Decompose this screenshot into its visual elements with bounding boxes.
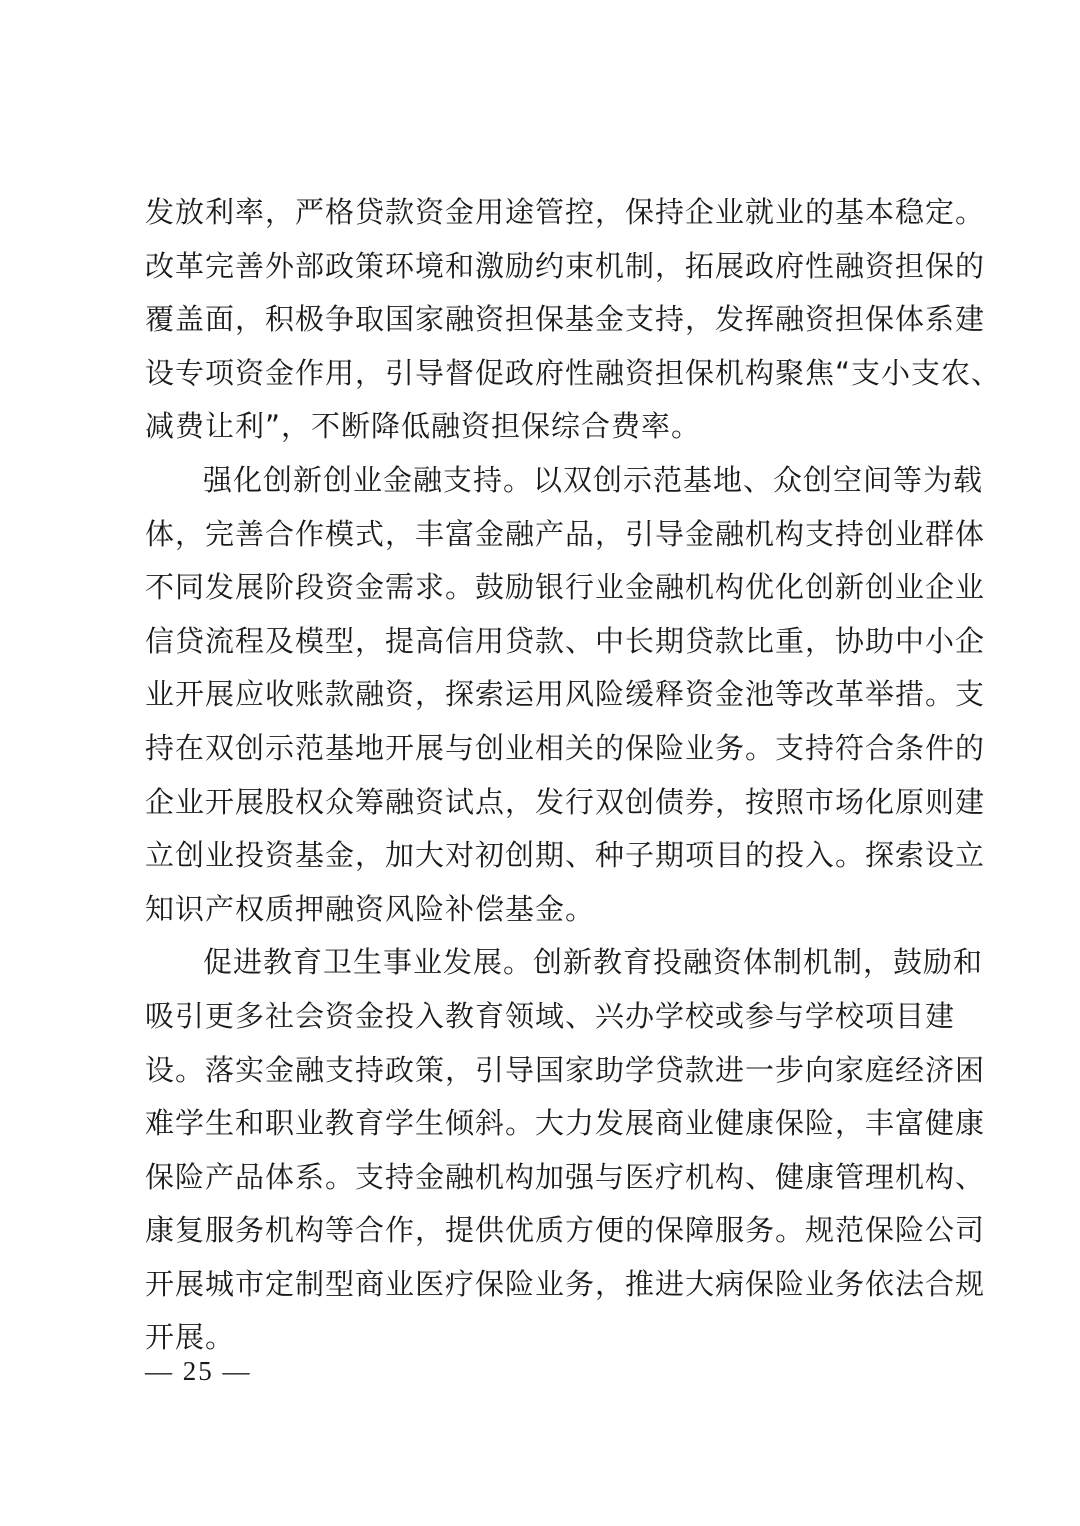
body-text (145, 186, 1002, 1365)
text-line: 开展城市定制型商业医疗保险业务，推进大病保险业务依法合规 (145, 1266, 986, 1301)
paragraph-start-line: 强化创新创业金融支持。以双创示范基地、众创空间等为载 (203, 462, 984, 497)
page-number: — 25 — (145, 1356, 252, 1386)
paragraph-start-line: 促进教育卫生事业发展。创新教育投融资体制机制，鼓励和 (203, 945, 984, 980)
text-line: 体，完善合作模式，丰富金融产品，引导金融机构支持创业群体 (145, 516, 986, 551)
text-line: 覆盖面，积极争取国家融资担保基金支持，发挥融资担保体系建 (145, 302, 986, 337)
text-line: 难学生和职业教育学生倾斜。大力发展商业健康保险，丰富健康 (145, 1106, 986, 1141)
text-line: 发放利率，严格贷款资金用途管控，保持企业就业的基本稳定。 (145, 195, 986, 229)
text-line: 业开展应收账款融资，探索运用风险缓释资金池等改革举措。支 (145, 677, 986, 712)
text-line: 设专项资金作用，引导督促政府性融资担保机构聚焦“支小支农、 (145, 355, 1002, 390)
text-line: 不同发展阶段资金需求。鼓励银行业金融机构优化创新创业企业 (145, 570, 986, 605)
text-line: 改革完善外部政策环境和激励约束机制，拓展政府性融资担保的 (145, 248, 986, 283)
text-line: 吸引更多社会资金投入教育领域、兴办学校或参与学校项目建 (145, 998, 956, 1033)
text-line: 减费让利”，不断降低融资担保综合费率。 (145, 409, 702, 444)
text-line: 开展。 (145, 1320, 236, 1355)
text-line: 设。落实金融支持政策，引导国家助学贷款进一步向家庭经济困 (145, 1052, 986, 1087)
text-line: 知识产权质押融资风险补偿基金。 (145, 891, 596, 926)
text-line: 持在双创示范基地开展与创业相关的保险业务。支持符合条件的 (145, 730, 986, 765)
text-line: 立创业投资基金，加大对初创期、种子期项目的投入。探索设立 (145, 838, 986, 873)
text-line: 康复服务机构等合作，提供优质方便的保障服务。规范保险公司 (145, 1213, 986, 1248)
text-line: 信贷流程及模型，提高信用贷款、中长期贷款比重，协助中小企 (145, 623, 986, 658)
text-line: 保险产品体系。支持金融机构加强与医疗机构、健康管理机构、 (145, 1159, 986, 1194)
text-line: 企业开展股权众筹融资试点，发行双创债券，按照市场化原则建 (145, 784, 986, 819)
